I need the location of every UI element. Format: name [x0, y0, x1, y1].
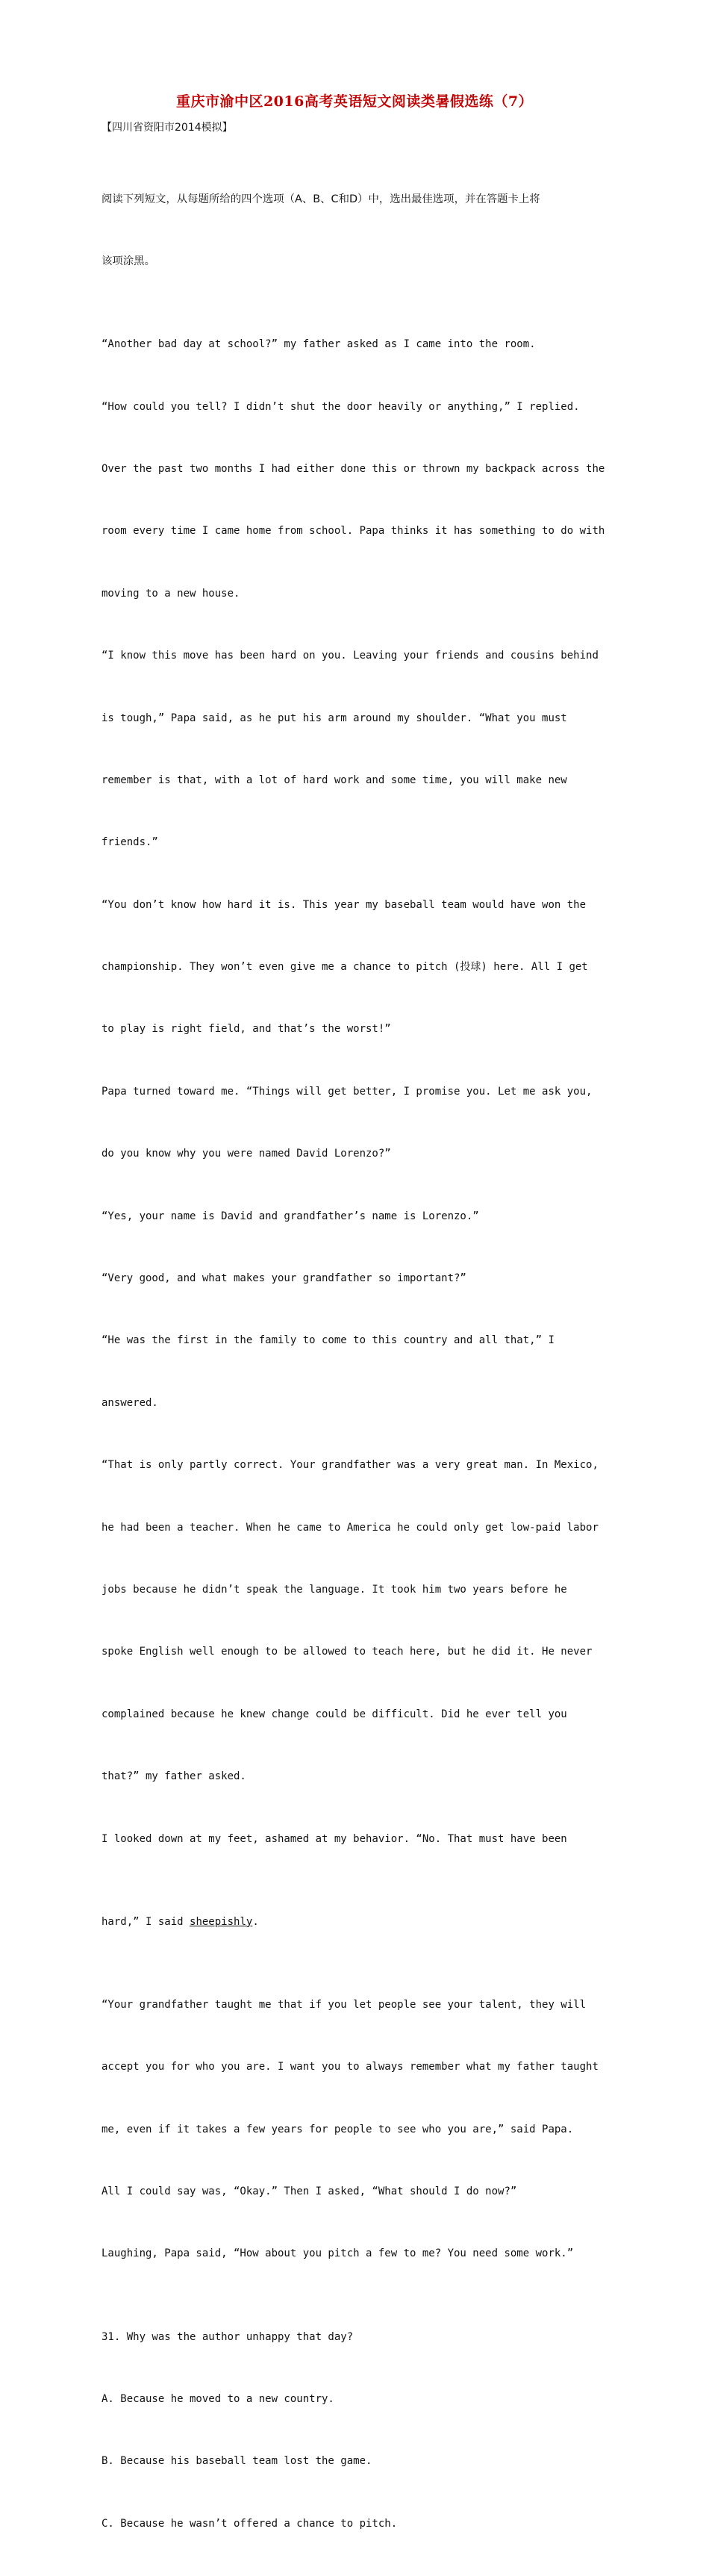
instruction-line: 该项涂黑。: [101, 255, 155, 267]
instruction-line: 阅读下列短文，从每题所给的四个选项（A、B、C和D）中，选出最佳选项，并在答题卡上将: [101, 193, 540, 205]
question-option: B. Because his baseball team lost the game.: [101, 2455, 372, 2468]
text-segment: hard,” I said: [101, 1915, 190, 1928]
passage-line: “Very good, and what makes your grandfather so important?”: [101, 1272, 466, 1285]
passage-line: is tough,” Papa said, as he put his arm around my shoulder. “What you must: [101, 712, 567, 724]
passage-line: Papa turned toward me. “Things will get better, I promise you. Let me ask you,: [101, 1085, 593, 1098]
passage-line: remember is that, with a lot of hard work and some time, you will make new: [101, 774, 567, 786]
passage-line: “Another bad day at school?” my father asked as I came into the room.: [101, 338, 536, 351]
passage-line: “Your grandfather taught me that if you let people see your talent, they will: [101, 1998, 587, 2011]
passage-line: spoke English well enough to be allowed to teach here, but he did it. He never: [101, 1646, 593, 1658]
passage-line: championship. They won’t even give me a chance to pitch (投球) here. All I get: [101, 961, 588, 974]
passage-line: I looked down at my feet, ashamed at my behavior. “No. That must have been: [101, 1832, 567, 1845]
passage-line: accept you for who you are. I want you to always remember what my father taught: [101, 2061, 599, 2073]
passage-line: room every time I came home from school. Papa thinks it has something to do with: [101, 525, 605, 538]
passage-line: to play is right field, and that’s the worst!”: [101, 1023, 391, 1036]
passage-line: “He was the first in the family to come to this country and all that,” I: [101, 1334, 555, 1347]
passage-line: “I know this move has been hard on you. Leaving your friends and cousins behind: [101, 650, 599, 662]
question-option: C. Because he wasn’t offered a chance to pitch.: [101, 2517, 398, 2530]
page-title: 重庆市渝中区2016高考英语短文阅读类暑假选练（7）: [175, 93, 534, 110]
passage-line: he had been a teacher. When he came to America he could only get low-paid labor: [101, 1521, 599, 1534]
passage-line: do you know why you were named David Lorenzo?”: [101, 1148, 391, 1160]
passage-line: Laughing, Papa said, “How about you pitch a few to me? You need some work.”: [101, 2247, 574, 2260]
passage-line: All I could say was, “Okay.” Then I asked, “What should I do now?”: [101, 2185, 517, 2198]
passage-line-sheepishly: [101, 1912, 612, 1933]
passage-line: me, even if it takes a few years for people to see who you are,” said Papa.: [101, 2123, 574, 2135]
passage-line: Over the past two months I had either done this or thrown my backpack across the: [101, 462, 605, 475]
passage-line: friends.”: [101, 836, 158, 849]
underlined-word: sheepishly: [190, 1915, 253, 1928]
passage-line: “That is only partly correct. Your grandfather was a very great man. In Mexico,: [101, 1459, 599, 1472]
passage-line: moving to a new house.: [101, 587, 240, 600]
passage-line: complained because he knew change could be difficult. Did he ever tell you: [101, 1708, 567, 1720]
passage-line: “You don’t know how hard it is. This year my baseball team would have won the: [101, 898, 587, 911]
source-label: 【四川省资阳市2014模拟】: [101, 122, 233, 134]
question-stem: 31. Why was the author unhappy that day?: [101, 2330, 354, 2343]
question-option: A. Because he moved to a new country.: [101, 2393, 334, 2406]
passage-line: that?” my father asked.: [101, 1770, 246, 1783]
passage-line: “Yes, your name is David and grandfather’s name is Lorenzo.”: [101, 1210, 479, 1222]
passage-body: [101, 148, 612, 2576]
text-segment: .: [252, 1915, 259, 1928]
passage-line: answered.: [101, 1396, 158, 1409]
passage-line: jobs because he didn’t speak the language. It took him two years before he: [101, 1583, 567, 1596]
passage-line: “How could you tell? I didn’t shut the door heavily or anything,” I replied.: [101, 400, 580, 413]
